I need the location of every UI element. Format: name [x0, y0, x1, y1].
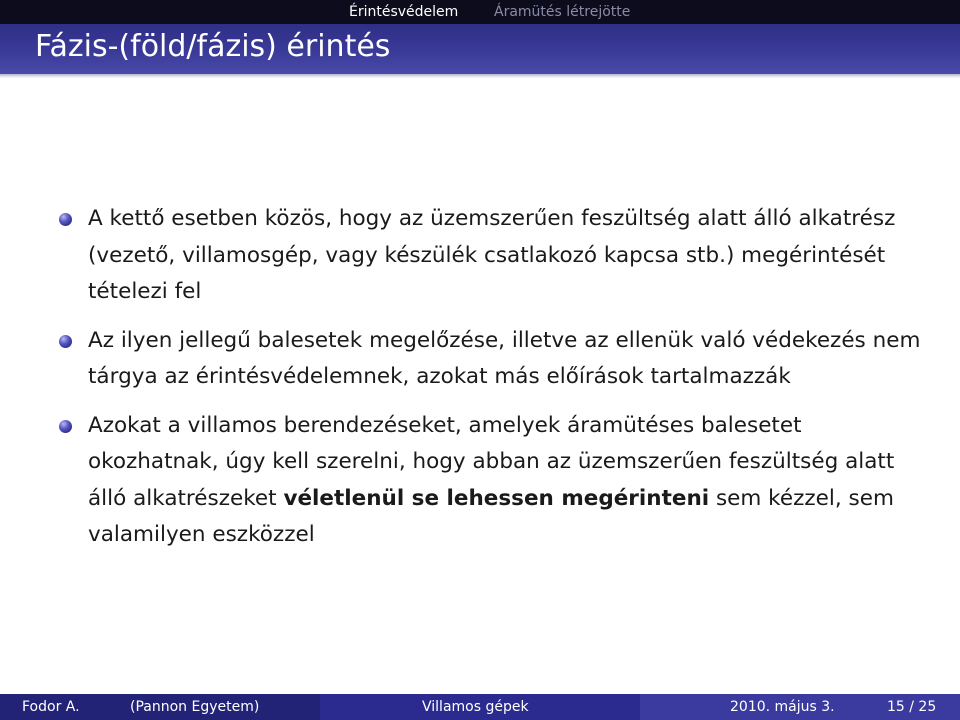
footer-bar	[0, 694, 960, 720]
bullet-text: Az ilyen jellegű balesetek megelőzése, illetve az ellenük való védekezés nem tárgya az érintésvédelemnek, azokat más előírások tartalmazzák	[88, 327, 921, 389]
bullet-item	[58, 201, 928, 311]
bullet-list	[58, 201, 928, 566]
bullet-text-emphasis: véletlenül se lehessen megérinteni	[283, 485, 710, 511]
bullet-ball-icon	[59, 420, 72, 433]
footer-author: Fodor A.	[22, 699, 80, 715]
section-navigation-bar	[0, 0, 960, 24]
bullet-text-after: sem kézzel, sem valamilyen eszközzel	[88, 485, 894, 547]
bullet-ball-icon	[59, 335, 72, 348]
footer-date: 2010. május 3.	[730, 699, 835, 715]
bullet-text: A kettő esetben közös, hogy az üzemszerűen feszültség alatt álló alkatrész (vezető, villamosgép, vagy készülék csatlakozó kapcsa stb.) megérintését tételezi fel	[88, 206, 896, 304]
bullet-item	[58, 323, 928, 396]
nav-item-erintesvedelem[interactable]: Érintésvédelem	[349, 4, 459, 20]
footer-author-segment	[0, 694, 320, 720]
footer-institution: (Pannon Egyetem)	[130, 699, 260, 715]
frame-title: Fázis-(föld/fázis) érintés	[35, 29, 391, 64]
bullet-ball-icon	[59, 213, 72, 226]
footer-course: Villamos gépek	[422, 699, 529, 715]
bullet-item	[58, 408, 928, 554]
footer-title-segment	[320, 694, 640, 720]
footer-date-segment	[640, 694, 960, 720]
nav-item-aramutes-letrejotte[interactable]: Áramütés létrejötte	[494, 4, 631, 20]
footer-page-number: 15 / 25	[887, 699, 937, 715]
bullet-text-before: Azokat a villamos berendezéseket, amelyek áramütéses balesetet okozhatnak, úgy kell szerelni, hogy abban az üzemszerűen feszültség alatt álló alkatrészeket	[88, 412, 895, 511]
